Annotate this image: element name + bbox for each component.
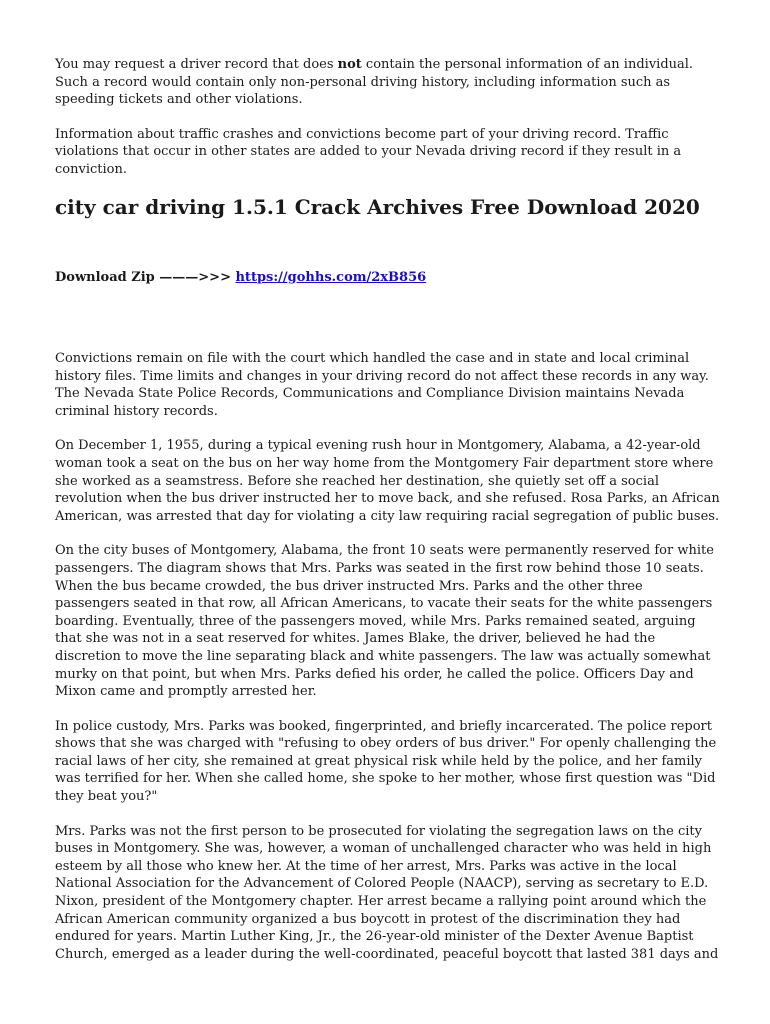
intro-bold-word: not [337,57,362,72]
intro-paragraph-1 [55,56,720,109]
body-paragraph-3: On the city buses of Montgomery, Alabama, the front 10 seats were permanently reserved for white passengers. The diagram shows that Mrs. Parks was seated in the first row behind those 10 seats. When the bus became crowded, the bus driver instructed Mrs. Parks and the other three passengers seated in that row, all African Americans, to vacate their seats for the white passengers boarding. Eventually, three of the passengers moved, while Mrs. Parks remained seated, arguing that she was not in a seat reserved for whites. James Blake, the driver, believed he had the discretion to move the line separating black and white passengers. The law was actually somewhat murky on that point, but when Mrs. Parks defied his order, he called the police. Officers Day and Mixon came and promptly arrested her. [55,543,714,700]
page-title: city car driving 1.5.1 Crack Archives Free Download 2020 [55,195,700,219]
download-label: Download Zip ———>>> [55,270,236,285]
body-paragraph-4: In police custody, Mrs. Parks was booked, fingerprinted, and briefly incarcerated. The police report shows that she was charged with "refusing to obey orders of bus driver." For openly challenging the racial laws of her city, she remained at great physical risk while held by the police, and her family was terrified for her. When she called home, she spoke to her mother, whose first question was "Did they beat you?" [55,718,717,805]
intro-section [55,56,720,196]
intro-text-start: You may request a driver record that does [55,57,338,72]
body-paragraph-5: Mrs. Parks was not the first person to be prosecuted for violating the segregation laws on the city buses in Montgomery. She was, however, a woman of unchallenged character who was held in high esteem by all those who knew her. At the time of her arrest, Mrs. Parks was active in the local National Association for the Advancement of Colored People (NAACP), serving as secretary to E.D. Nixon, president of the Montgomery chapter. Her arrest became a rallying point around which the African American community organized a bus boycott in protest of the discrimination they had endured for years. Martin Luther King, Jr., the 26-year-old minister of the Dexter Avenue Baptist Church, emerged as a leader during the well-coordinated, peaceful boycott that lasted 381 days and [55,823,719,962]
body-paragraph-2: On December 1, 1955, during a typical evening rush hour in Montgomery, Alabama, a 42-year-old woman took a seat on the bus on her way home from the Montgomery Fair department store where she worked as a seamstress. Before she reached her destination, she quietly set off a social revolution when the bus driver instructed her to move back, and she refused. Rosa Parks, an African American, was arrested that day for violating a city law requiring racial segregation of public buses. [55,438,720,524]
intro-paragraph-2: Information about traffic crashes and convictions become part of your driving record. Traffic violations that occur in other states are added to your Nevada driving record if they result in a conviction. [55,126,682,177]
body-paragraph-1: Convictions remain on file with the court which handled the case and in state and local criminal history files. Time limits and changes in your driving record do not affect these records in any way. The Nevada State Police Records, Communications and Compliance Division maintains Nevada criminal history records. [55,351,709,419]
download-link[interactable]: https://gohhs.com/2xB856 [235,270,427,285]
download-line [55,269,426,286]
intro-text-end: contain the personal information of an individual. Such a record would contain only non-personal driving history, including information such as speeding tickets and other violations. [55,57,694,108]
article-body [55,350,720,980]
